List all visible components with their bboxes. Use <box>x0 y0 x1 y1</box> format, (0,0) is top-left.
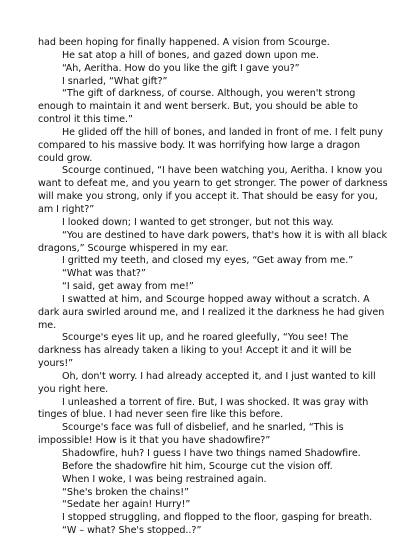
paragraph: “Ah, Aeritha. How do you like the gift I gave you?” <box>62 62 300 74</box>
paragraph: Scourge's eyes lit up, and he roared gleefully, “You see! The darkness has already taken a liking to you! Accept it and it will be yours!” <box>38 332 352 370</box>
paragraph: I unleashed a torrent of fire. But, I was shocked. It was gray with tinges of blue. I had never seen fire like this before. <box>38 396 369 421</box>
paragraph: “What was that?” <box>62 268 146 280</box>
paragraph: Scourge's face was full of disbelief, and he snarled, “This is impossible! How is it that you have shadowfire?” <box>38 422 344 447</box>
paragraph: He sat atop a hill of bones, and gazed down upon me. <box>62 49 319 61</box>
story-text <box>38 37 388 538</box>
paragraph: I looked down; I wanted to get stronger, but not this way. <box>62 216 334 228</box>
paragraph: Oh, don't worry. I had already accepted it, and I just wanted to kill you right here. <box>38 370 376 395</box>
paragraph: When I woke, I was being restrained again. <box>62 473 267 485</box>
paragraph: Before the shadowfire hit him, Scourge cut the vision off. <box>62 460 333 472</box>
paragraph: “You are destined to have dark powers, that's how it is with all black dragons,” Scourge whispered in my ear. <box>38 229 388 254</box>
paragraph: I gritted my teeth, and closed my eyes, “Get away from me.” <box>62 255 354 267</box>
paragraph: “W – what? She's stopped..?” <box>62 525 202 537</box>
paragraph: I snarled, “What gift?” <box>62 75 168 87</box>
paragraph-continued: had been hoping for finally happened. A vision from Scourge. <box>38 37 330 48</box>
paragraph: I stopped struggling, and flopped to the floor, gasping for breath. <box>62 512 373 524</box>
paragraph: Scourge continued, “I have been watching you, Aeritha. I know you want to defeat me, and you yearn to get stronger. The power of darkness will make you strong, only if you accept it. That should be easy for you, am I right?” <box>38 165 388 215</box>
paragraph: “Sedate her again! Hurry!” <box>62 499 191 511</box>
paragraph: Shadowfire, huh? I guess I have two things named Shadowfire. <box>62 448 361 459</box>
paragraph: “I said, get away from me!” <box>62 281 194 293</box>
paragraph: “She's broken the chains!” <box>62 486 189 498</box>
paragraph: “The gift of darkness, of course. Although, you weren't strong enough to maintain it and went berserk. But, you should be able to control it this time.” <box>38 88 358 126</box>
paragraph: He glided off the hill of bones, and landed in front of me. I felt puny compared to his massive body. It was horrifying how large a dragon could grow. <box>38 126 383 164</box>
paragraph: I swatted at him, and Scourge hopped away without a scratch. A dark aura swirled around me, and I realized it the darkness he had given me. <box>38 293 385 331</box>
